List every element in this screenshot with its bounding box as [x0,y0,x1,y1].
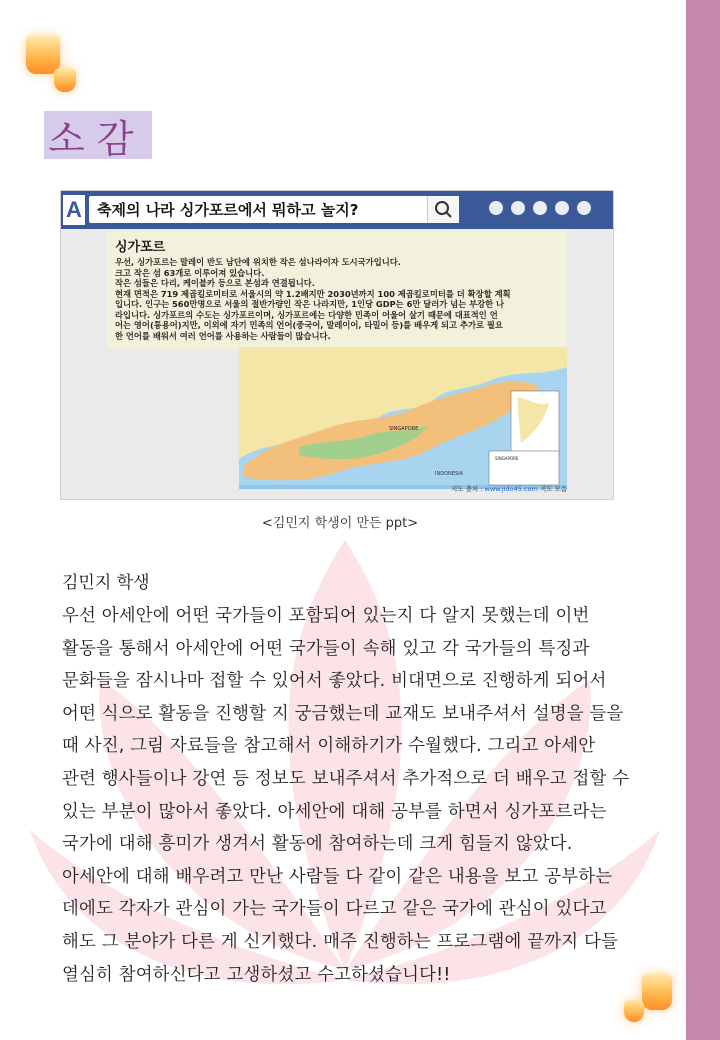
ppt-toolbar-icons [489,201,591,215]
ppt-card-line: 라입니다. 싱가포르의 수도는 싱가포르이며, 싱가포르에는 다양한 민족이 어울어 살기 때문에 대표적인 언 [115,309,498,320]
essay-body [62,600,642,991]
essay-line: 아세안에 대해 배우려고 만난 사람들 다 같이 같은 내용을 보고 공부하는 [62,866,613,887]
gear-icon [577,201,591,215]
ppt-card-line: 입니다. 인구는 560만명으로 서울의 절반가량인 작은 나라지만, 1인당 GDP는 6만 달러가 넘는 부강한 나 [115,299,505,309]
map-label-country: INDONESIA [435,471,463,477]
map-credit-suffix: 지도 모음 [537,485,568,493]
ppt-logo: A [63,195,85,225]
map-credit-prefix: 지도 출처 : [451,485,485,493]
essay-line: 열심히 참여하신다고 고생하셨고 수고하셨습니다!! [62,964,451,985]
map-label-city: SINGAPORE [389,426,419,432]
image-caption: <김민지 학생이 만든 ppt> [261,516,419,531]
essay-line: 관련 행사들이나 강연 등 정보도 보내주셔서 추가적으로 더 배우고 접할 수 [62,768,630,789]
ppt-info-card [107,231,567,349]
author-name: 김민지 학생 [62,573,150,593]
ppt-card-line: 우선, 싱가포르는 말레이 반도 남단에 위치한 작은 섬나라이자 도시국가입니다. [115,257,401,267]
ppt-card-line: 한 언어를 배워서 여러 언어를 사용하는 사람들이 많습니다. [115,330,331,341]
friends-icon [489,201,503,215]
essay-line: 있는 부분이 많아서 좋았다. 아세안에 대해 공부를 하면서 싱가포르라는 [62,801,607,822]
ppt-header-bar [61,191,614,229]
essay-line: 어떤 식으로 활동을 진행할 지 궁금했는데 교재도 보내주셔서 설명을 들을 [62,703,624,724]
ppt-card-line: 어는 영어(통용어)지만, 이외에 자기 민족의 언어(중국어, 말레이어, 타밀어 등)를 배우게 되고 추가로 필요 [115,320,503,330]
section-title: 소감 [48,117,146,161]
ppt-card-line: 작은 섬들은 다리, 케이블카 등으로 본섬과 연결됩니다. [115,278,315,288]
essay-line: 문화들을 잠시나마 접할 수 있어서 좋았다. 비대면으로 진행하게 되어서 [62,671,607,692]
ppt-search-box [89,196,459,223]
essay-line: 우선 아세안에 어떤 국가들이 포함되어 있는지 다 알지 못했는데 이번 [62,606,590,626]
bell-icon [533,201,547,215]
message-icon [511,201,525,215]
ppt-header-text: 축제의 나라 싱가포르에서 뭐하고 놀지? [97,201,359,219]
ppt-card-title: 싱가포르 [115,240,166,255]
essay-line: 국가에 대해 흥미가 생겨서 활동에 참여하는데 크게 힘들지 않았다. [62,834,573,855]
essay-line: 해도 그 분야가 다른 게 신기했다. 매주 진행하는 프로그램에 끝까지 다들 [62,931,618,952]
essay-line: 데에도 각자가 관심이 가는 국가들이 다르고 같은 국가에 관심이 있다고 [62,899,607,920]
map-credit [451,484,567,493]
essay-line: 때 사진, 그림 자료들을 참고해서 이해하기가 수월했다. 그리고 아세안 [62,736,596,757]
help-icon [555,201,569,215]
search-icon [427,196,459,223]
lantern-decoration-top [24,34,94,104]
singapore-map [239,347,567,489]
map-label-inset: SINGAPORE [495,456,519,461]
ppt-card-line: 크고 작은 섬 63개로 이루어져 있습니다. [115,267,265,278]
essay-line: 활동을 통해서 아세안에 어떤 국가들이 속해 있고 각 국가들의 특징과 [62,638,590,659]
map-credit-link[interactable]: www.jido45.com [484,485,538,493]
ppt-card-line: 현재 면적은 719 제곱킬로미터로 서울시의 약 1.2배지만 2030년까지 100 제곱킬로미터를 더 확장할 계획 [115,288,511,299]
side-band-decoration [686,0,720,1040]
ppt-screenshot [60,190,614,500]
